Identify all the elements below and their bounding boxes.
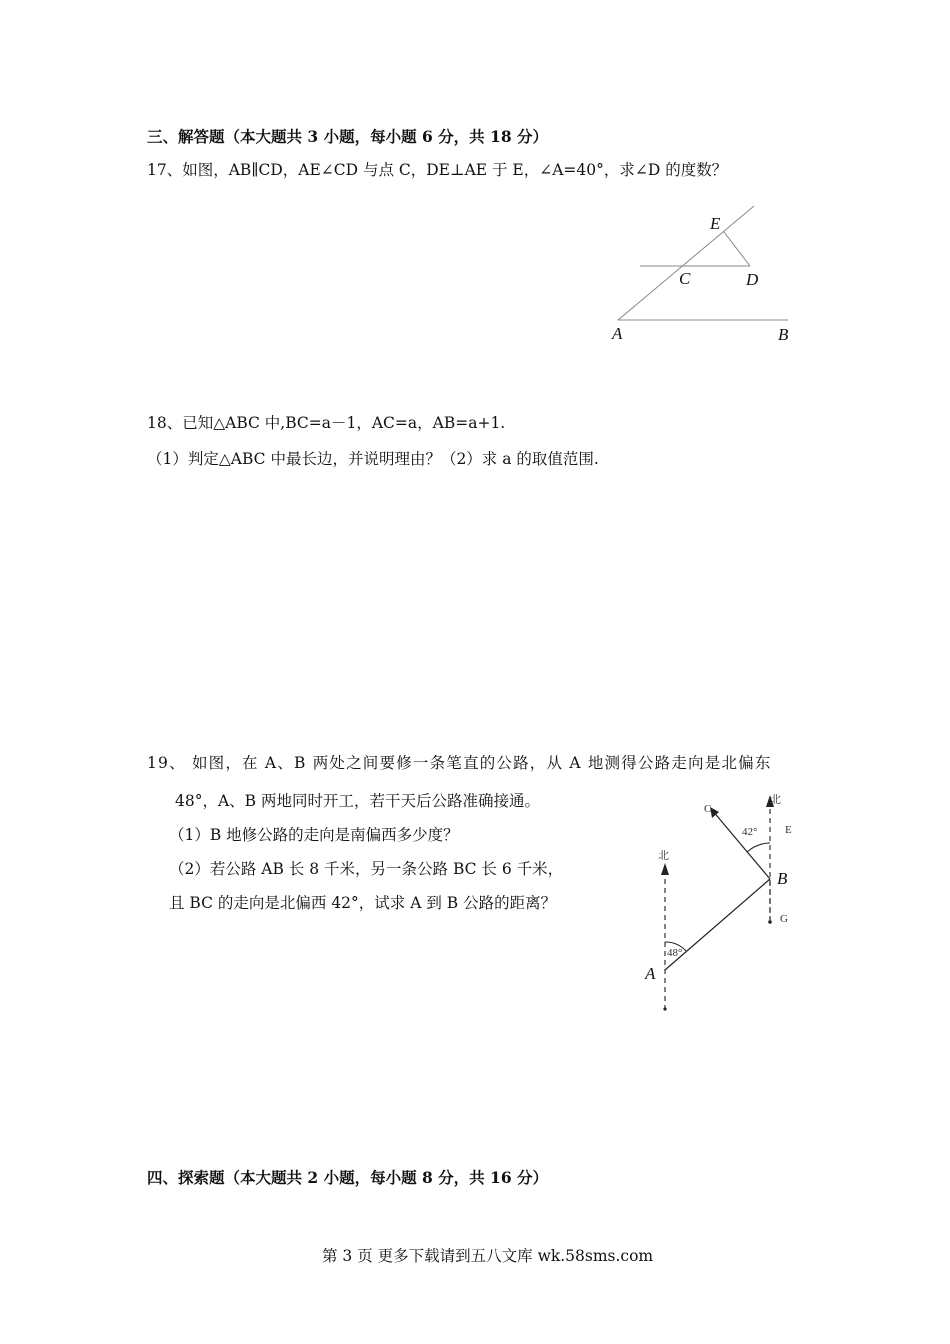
label-c: C <box>679 269 691 288</box>
question-17-text: 17、如图，AB∥CD，AE∠CD 与点 C，DE⊥AE 于 E，∠A=40°，求∠D 的度数？ <box>147 161 728 179</box>
angle-label-b: 42° <box>742 826 758 838</box>
line-ae <box>618 206 754 320</box>
angle-label-a: 48° <box>667 947 683 959</box>
label-g: G <box>780 913 788 925</box>
question-19-line-3: （1）B 地修公路的走向是南偏西多少度？ <box>169 826 459 844</box>
north-arrow-a <box>661 863 669 875</box>
question-18-line-1: 18、已知△ABC 中,BC=a－1，AC=a，AB=a+1. <box>147 414 506 432</box>
angle-arc-b <box>747 843 770 852</box>
label-d: D <box>746 270 759 289</box>
point-bottom-a <box>663 1007 666 1010</box>
label-b: B <box>777 869 788 888</box>
label-e: E <box>785 824 792 836</box>
label-a: A <box>612 324 623 343</box>
question-18-line-2: （1）判定△ABC 中最长边，并说明理由？（2）求 a 的取值范围. <box>147 450 599 468</box>
label-north-a: 北 <box>658 850 669 862</box>
question-19-line-1: 19、 如图，在 A、B 两处之间要修一条笔直的公路，从 A 地测得公路走向是北偏东 <box>147 754 772 772</box>
label-b: B <box>778 325 789 344</box>
label-a: A <box>645 964 656 983</box>
point-g <box>768 920 772 924</box>
label-north-b: 北 <box>770 794 781 806</box>
question-19-line-5: 且 BC 的走向是北偏西 42°，试求 A 到 B 公路的距离？ <box>169 894 557 912</box>
label-e: E <box>710 214 721 233</box>
question-19-figure <box>640 785 800 1020</box>
question-17-figure <box>600 200 805 350</box>
question-19-line-4: （2）若公路 AB 长 8 千米，另一条公路 BC 长 6 千米， <box>169 860 564 878</box>
question-19-line-2: 48°，A、B 两地同时开工，若干天后公路准确接通。 <box>175 792 540 810</box>
section-3-heading: 三、解答题（本大题共 3 小题，每小题 6 分，共 18 分） <box>147 127 549 146</box>
line-de <box>724 232 750 266</box>
page-footer: 第 3 页 更多下载请到五八文库 wk.58sms.com <box>322 1247 654 1265</box>
section-4-heading: 四、探索题（本大题共 2 小题，每小题 8 分，共 16 分） <box>147 1168 549 1187</box>
label-c: C <box>704 803 712 815</box>
